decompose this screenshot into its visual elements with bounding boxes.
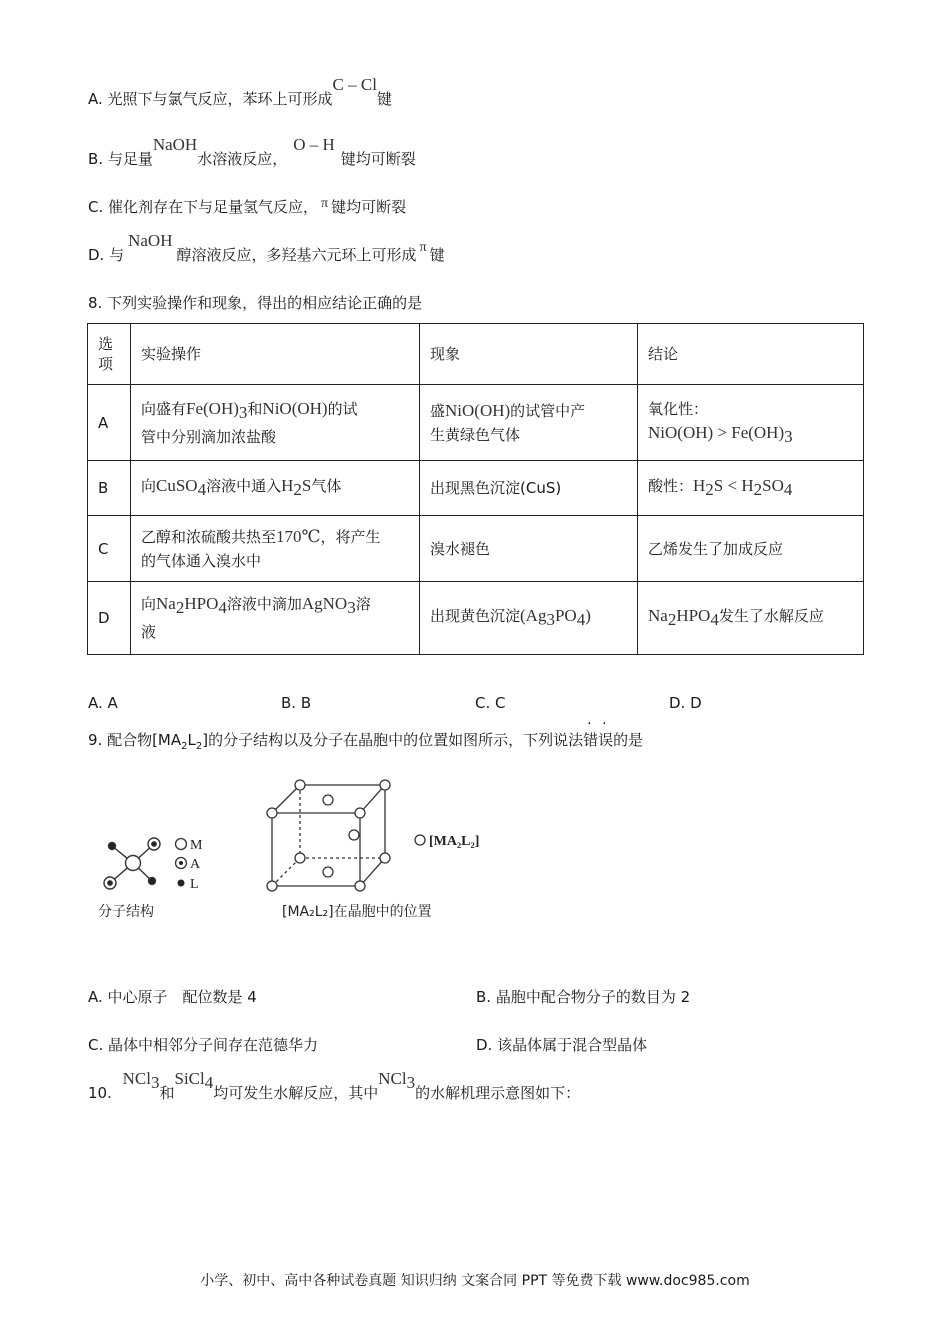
subscript: 3 — [784, 426, 793, 446]
text: ]的分子结构以及分子在晶胞中的位置如图所示，下列说法 — [202, 731, 584, 749]
cell-legend — [415, 834, 479, 849]
molecule-legend — [176, 838, 204, 892]
formula: Fe(OH) — [186, 398, 239, 418]
text: 向 — [141, 477, 157, 495]
subscript: 3 — [347, 598, 356, 617]
text: 气体 — [311, 477, 342, 495]
caption-molecule: 分子结构 — [98, 904, 154, 920]
table-row — [88, 582, 864, 655]
subscript: 2 — [705, 480, 714, 499]
formula: H — [693, 476, 706, 495]
q7-option-a-text: A. 光照下与氯气反应，苯环上可形成 — [88, 90, 333, 108]
text: 氧化性： — [648, 399, 709, 418]
q7-option-c-suffix: 键均可断裂 — [331, 198, 407, 216]
q9-option-a: A. 中心原子 配位数是 4 — [88, 988, 257, 1006]
subscript: 4 — [197, 480, 207, 499]
q8-experiment-table — [87, 323, 864, 655]
q7-option-a-suffix: 键 — [376, 90, 392, 108]
formula: HPO — [676, 606, 711, 625]
q7-option-d-text: D. 与 — [88, 246, 125, 264]
formula: S — [301, 476, 312, 495]
q7-option-a — [88, 75, 392, 109]
q9-option-d: D. 该晶体属于混合型晶体 — [476, 1036, 648, 1054]
text: 溶液中通入 — [206, 477, 282, 495]
subscript: 2 — [667, 610, 677, 629]
q7-option-c-text: C. 催化剂存在下与足量氢气反应， — [88, 198, 319, 216]
subscript: 2 — [175, 598, 185, 617]
q7-option-b — [88, 135, 416, 169]
formula: H — [281, 476, 294, 495]
row-d-phenomenon — [420, 582, 638, 655]
q7-option-b-formula2: O – H — [293, 135, 335, 154]
text: 的气体通入溴水中 — [141, 551, 262, 570]
question-number: 10. — [88, 1084, 112, 1102]
page-footer: 小学、初中、高中各种试卷真题 知识归纳 文案合同 PPT 等免费下载 www.doc985.com — [200, 1273, 750, 1289]
text: ，将产生 — [320, 527, 381, 546]
table-row — [88, 385, 864, 461]
q7-option-c-pi: π — [321, 196, 329, 211]
subscript: 4 — [783, 480, 793, 499]
subscript: 3 — [546, 610, 555, 629]
table-row — [88, 516, 864, 582]
text: 盛 — [430, 401, 446, 420]
subscript: 3 — [406, 1073, 416, 1092]
text: 溶液中滴加 — [226, 595, 302, 613]
formula: 170℃ — [276, 526, 321, 546]
q7-option-d — [88, 231, 445, 265]
row-label: A — [88, 385, 131, 461]
text: 乙醇和浓硫酸共热至 — [141, 527, 277, 546]
text: 的是 — [613, 731, 644, 749]
header-conclusion: 结论 — [638, 324, 864, 385]
header-phenomenon: 现象 — [420, 324, 638, 385]
table-row — [88, 461, 864, 516]
formula: S < H — [713, 476, 754, 495]
text: 的试管中产 — [510, 401, 586, 420]
row-c-conclusion: 乙烯发生了加成反应 — [638, 516, 864, 582]
q7-option-a-formula: C – Cl — [332, 75, 377, 94]
q8-answer-d: D. D — [669, 694, 702, 712]
row-a-operation — [131, 385, 420, 461]
formula: NiO(OH) — [445, 400, 511, 420]
row-d-conclusion — [638, 582, 864, 655]
row-label: D — [88, 582, 131, 655]
emphasis-char: 误 — [598, 731, 614, 749]
emphasis-char: 错 — [583, 731, 599, 749]
formula: Na — [156, 594, 176, 613]
q7-option-b-text: B. 与足量 — [88, 150, 153, 168]
subscript: 2 — [753, 480, 763, 499]
subscript: 4 — [710, 610, 719, 629]
header-operation: 实验操作 — [131, 324, 420, 385]
subscript: 4 — [576, 610, 586, 629]
q7-option-d-mid: 醇溶液反应，多羟基六元环上可形成 — [176, 246, 417, 264]
formula: SiCl — [174, 1069, 205, 1088]
text: 出现黄色沉淀 — [430, 607, 521, 625]
formula: PO — [554, 606, 577, 625]
q9-figure — [90, 770, 510, 930]
row-label: B — [88, 461, 131, 516]
formula: ) — [585, 606, 591, 625]
subscript: 4 — [204, 1073, 214, 1092]
formula: NiO(OH) — [262, 398, 328, 418]
table-header-row — [88, 324, 864, 385]
subscript: 2 — [181, 741, 188, 752]
formula: AgNO — [301, 594, 348, 613]
q7-option-b-formula1: NaOH — [152, 135, 198, 154]
q8-answer-c: C. C — [475, 694, 506, 712]
q8-answer-a: A. A — [88, 694, 118, 712]
text: 生黄绿色气体 — [430, 425, 521, 444]
row-d-operation — [131, 582, 420, 655]
text: 向 — [141, 595, 157, 613]
formula: Na — [648, 606, 668, 625]
formula: (Ag — [520, 606, 547, 625]
q7-option-c — [88, 196, 406, 217]
subscript: 3 — [150, 1073, 160, 1092]
text: 和 — [247, 399, 263, 418]
formula: NCl — [122, 1069, 151, 1088]
formula: CuSO — [156, 476, 198, 495]
q8-stem: 8. 下列实验操作和现象，得出的相应结论正确的是 — [88, 294, 423, 312]
row-a-phenomenon — [420, 385, 638, 461]
formula: SO — [762, 476, 784, 495]
text: 的水解机理示意图如下： — [415, 1084, 581, 1102]
row-c-operation — [131, 516, 420, 582]
row-b-operation — [131, 461, 420, 516]
subscript: 4 — [218, 598, 227, 617]
text: 管中分别滴加浓盐酸 — [141, 427, 277, 446]
molecule-structure — [104, 838, 160, 889]
text: 向盛有 — [141, 399, 187, 418]
q9-option-b: B. 晶胞中配合物分子的数目为 2 — [476, 988, 691, 1006]
row-label: C — [88, 516, 131, 582]
subscript: 2 — [293, 480, 302, 499]
legend-l: L — [190, 877, 199, 892]
text: 9. 配合物[MA — [88, 731, 182, 749]
q7-option-d-formula: NaOH — [128, 231, 173, 250]
text: 均可发生水解反应，其中 — [213, 1084, 379, 1102]
subscript: 2 — [195, 741, 203, 752]
q8-answer-b: B. B — [281, 694, 312, 712]
q10-stem — [88, 1069, 581, 1107]
header-option: 选项 — [88, 324, 131, 385]
text: 酸性： — [648, 477, 694, 495]
q7-option-b-mid: 水溶液反应， — [197, 150, 288, 168]
formula: HPO — [184, 594, 219, 613]
text: 和 — [159, 1084, 175, 1102]
text: 发生了水解反应 — [718, 607, 824, 625]
text: 液 — [141, 623, 157, 641]
q9-stem — [88, 729, 643, 752]
legend-m: M — [190, 838, 203, 853]
legend-a: A — [190, 857, 201, 872]
row-b-phenomenon: 出现黑色沉淀(CuS) — [420, 461, 638, 516]
q7-option-d-pi: π — [419, 240, 427, 255]
text: 的试 — [327, 399, 358, 418]
row-a-conclusion — [638, 385, 864, 461]
formula: NCl — [378, 1069, 407, 1088]
q9-option-c: C. 晶体中相邻分子间存在范德华力 — [88, 1036, 319, 1054]
caption-unit-cell: [MA₂L₂]在晶胞中的位置 — [282, 904, 432, 920]
formula: NiO(OH) > Fe(OH) — [648, 422, 785, 442]
row-b-conclusion — [638, 461, 864, 516]
row-c-phenomenon: 溴水褪色 — [420, 516, 638, 582]
text: L — [187, 731, 196, 749]
q7-option-b-suffix: 键均可断裂 — [340, 150, 416, 168]
text: 溶 — [355, 595, 371, 613]
q7-option-d-suffix: 键 — [429, 246, 445, 264]
cell-molecules — [267, 780, 390, 891]
legend-cell-molecule: [MA₂L₂] — [429, 834, 480, 849]
subscript: 3 — [238, 402, 248, 422]
